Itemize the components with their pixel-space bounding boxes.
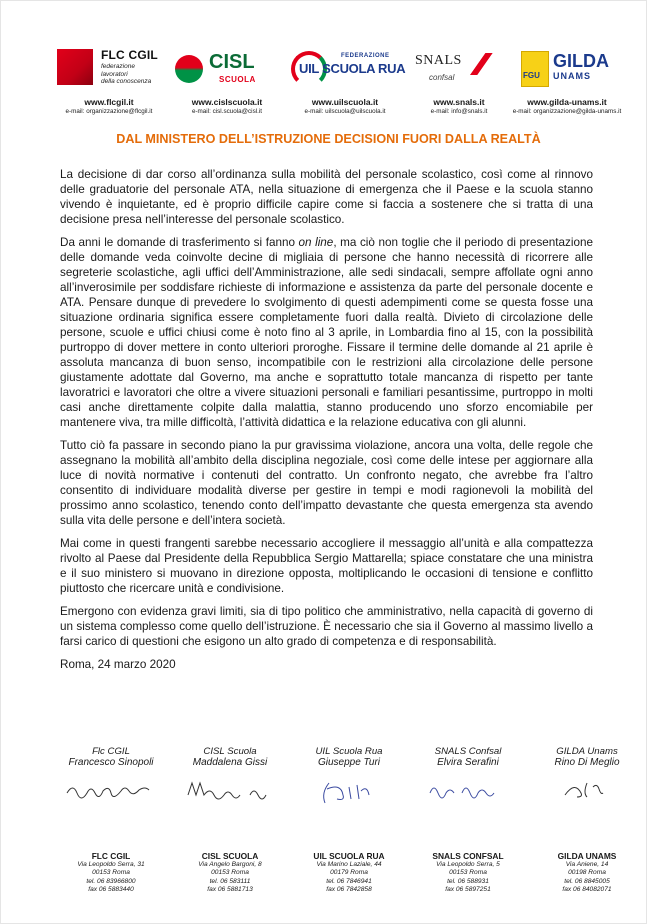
signatory-name: Rino Di Meglio xyxy=(554,757,620,768)
uil-email-link[interactable]: e-mail: uilscuola@uilscuola.it xyxy=(304,108,386,115)
footer-fax: fax 06 5897251 xyxy=(445,886,491,894)
footer-snals xyxy=(408,851,528,895)
document-body xyxy=(60,167,593,680)
signatory-flc xyxy=(51,746,171,801)
footer-address: Via Leopoldo Serra, 31 xyxy=(77,861,145,868)
document-date: Roma, 24 marzo 2020 xyxy=(60,658,176,671)
signatory-role: UIL Scuola Rua xyxy=(315,746,383,757)
snals-confsal-logo xyxy=(401,45,517,93)
flc-logo-subtitle: federazione lavoratori della conoscenza xyxy=(101,63,152,85)
signatory-name: Maddalena Gissi xyxy=(192,757,268,768)
paragraph-5: Emergono con evidenza gravi limiti, sia di tipo politico che amministrativo, nella capacità di governo di un sistema complesso come quello dell’istruzione. È necessario che sia il Governo al massimo livello a farsi carico di questioni che esigono un alto grado di competenza e di responsabilità. xyxy=(60,605,593,648)
flc-email-link[interactable]: e-mail: organizzazione@flcgil.it xyxy=(65,108,153,115)
handwritten-signature-icon xyxy=(61,779,161,801)
cisl-email-link[interactable]: e-mail: cisl.scuola@cisl.it xyxy=(191,108,263,115)
signatory-snals xyxy=(408,746,528,801)
signatory-cisl xyxy=(170,746,290,801)
flc-logo-name: FLC CGIL xyxy=(101,48,158,62)
footer-city: 00198 Roma xyxy=(568,869,606,877)
gilda-logo-name: GILDA xyxy=(553,51,609,71)
snals-logo-name: SNALS xyxy=(415,53,462,68)
gilda-website-link[interactable]: www.gilda-unams.it xyxy=(527,97,607,107)
snals-red-mark-icon xyxy=(467,53,497,75)
uil-website-link[interactable]: www.uilscuola.it xyxy=(311,97,379,107)
footer-org-name: FLC CGIL xyxy=(91,851,131,861)
cisl-website-link[interactable]: www.cislscuola.it xyxy=(191,97,263,107)
uil-scuola-rua-logo xyxy=(287,45,406,93)
handwritten-signature-icon xyxy=(537,779,637,801)
signatures-section xyxy=(51,746,626,816)
signatory-name: Elvira Serafini xyxy=(437,757,499,768)
footer-address: Via Aniene, 14 xyxy=(565,861,609,868)
flc-cgil-logo xyxy=(51,45,167,93)
gilda-fgu-label: FGU xyxy=(523,71,540,80)
uil-logo-name: UIL SCUOLA RUA xyxy=(299,61,406,76)
union-logos-header xyxy=(51,45,626,117)
footer-phone: tel. 06 8845005 xyxy=(564,877,610,885)
document-title: DAL MINISTERO DELL’ISTRUZIONE DECISIONI FUORI DALLA REALTÀ xyxy=(116,132,541,146)
org-uil-scuola-rua xyxy=(287,45,406,115)
signatory-name: Giuseppe Turi xyxy=(317,757,381,768)
footer-address: Via Leopoldo Serra, 5 xyxy=(436,861,500,868)
footer-gilda xyxy=(527,851,647,895)
handwritten-signature-icon xyxy=(418,779,518,801)
footer-fax: fax 06 84082071 xyxy=(562,886,612,894)
footer-city: 00153 Roma xyxy=(92,869,130,877)
signatory-gilda xyxy=(527,746,647,801)
footer-cisl xyxy=(170,851,290,895)
uil-logo-federazione: FEDERAZIONE xyxy=(341,53,390,59)
signatory-uil xyxy=(289,746,409,805)
footer-uil xyxy=(289,851,409,895)
footer-org-name: SNALS CONFSAL xyxy=(432,851,504,861)
footer-org-name: CISL SCUOLA xyxy=(201,851,259,861)
org-gilda-unams xyxy=(509,45,625,115)
paragraph-1: La decisione di dar corso all’ordinanza sulla mobilità del personale scolastico, così come al rinnovo delle graduatorie del personale ATA, nella situazione di emergenza che il Paese e la scuola stanno vivendo è inquietante, ed è proprio difficile capire come si faccia a sostenere che si tratta di una decisione presa nell’interesse del personale scolastico. xyxy=(60,168,593,226)
footer-addresses xyxy=(51,851,626,911)
handwritten-signature-icon xyxy=(180,779,280,801)
snals-email-link[interactable]: e-mail: info@snals.it xyxy=(430,108,488,115)
gilda-email-link[interactable]: e-mail: organizzazione@gilda-unams.it xyxy=(512,108,622,115)
paragraph-3: Tutto ciò fa passare in secondo piano la pur gravissima violazione, ancora una volta, delle regole che assegnano la mobilità all’ambito della disciplina negoziale, così come delle intese per aggiornare alla luce di novità normative i contenuti del contratto. Un confronto negato, che avrebbe fra l’altro consentito di individuare modalità diverse per gestire in tempi e modi ragionevoli la mobilità del prossimo anno scolastico, tenendo conto dell’impatto devastante che questa emergenza sta avendo sulla vita delle persone e dell’intera società. xyxy=(60,439,593,527)
snals-website-link[interactable]: www.snals.it xyxy=(433,97,485,107)
footer-city: 00153 Roma xyxy=(449,869,487,877)
cisl-circle-icon xyxy=(175,55,203,83)
footer-address: Via Marino Laziale, 44 xyxy=(316,861,382,868)
signatory-role: Flc CGIL xyxy=(92,746,130,757)
org-cisl-scuola xyxy=(169,45,285,115)
footer-city: 00153 Roma xyxy=(211,869,249,877)
org-flc-cgil xyxy=(51,45,167,115)
org-snals-confsal xyxy=(401,45,517,115)
gilda-unams-logo xyxy=(509,45,625,93)
footer-fax: fax 06 5883440 xyxy=(88,886,134,894)
footer-phone: tel. 06 7846941 xyxy=(326,877,372,885)
handwritten-signature-icon xyxy=(299,779,399,805)
footer-flc xyxy=(51,851,171,895)
footer-org-name: UIL SCUOLA RUA xyxy=(313,851,385,861)
snals-logo-subtitle: confsal xyxy=(429,73,455,82)
footer-city: 00179 Roma xyxy=(330,869,368,877)
signatory-role: SNALS Confsal xyxy=(434,746,502,757)
footer-phone: tel. 06 583111 xyxy=(209,877,251,885)
cisl-logo-name: CISL xyxy=(209,51,255,73)
footer-address: Via Angelo Bargoni, 8 xyxy=(198,861,262,868)
footer-org-name: GILDA UNAMS xyxy=(557,851,617,861)
paragraph-4: Mai come in questi frangenti sarebbe necessario accogliere il messaggio all’unità e alla compattezza rivolto al Paese dal Presidente della Repubblica Sergio Mattarella; spiace constatare che una ministra e il suo ministero si muovano in direzione opposta, moltiplicando le occasioni di tensione e conflitto piuttosto che ricercare unità e condivisione. xyxy=(60,537,593,595)
signatory-role: CISL Scuola xyxy=(203,746,257,757)
cisl-scuola-logo xyxy=(169,45,285,93)
footer-phone: tel. 06 83966800 xyxy=(86,877,136,885)
footer-fax: fax 06 5881713 xyxy=(207,886,253,894)
footer-phone: tel. 06 588931 xyxy=(447,877,489,885)
gilda-yellow-box-icon xyxy=(521,51,549,87)
footer-fax: fax 06 7842858 xyxy=(326,886,372,894)
flc-website-link[interactable]: www.flcgil.it xyxy=(84,97,134,107)
signatory-name: Francesco Sinopoli xyxy=(68,757,154,768)
signatory-role: GILDA Unams xyxy=(556,746,618,757)
gilda-logo-subtitle: UNAMS xyxy=(553,71,591,81)
flc-red-square-icon xyxy=(57,49,93,85)
online-emphasis: on line xyxy=(298,236,334,249)
cisl-logo-subtitle: SCUOLA xyxy=(219,75,256,84)
paragraph-2: Da anni le domande di trasferimento si fanno on line, ma ciò non toglie che il periodo di presentazione delle domande veda coinvolte decine di migliaia di persone che hanno necessità di ricorrere alle segreterie scolastiche, agli uffici dell’Amministrazione, alle sedi sindacali, sempre affollate ogni anno all’inverosimile per soddisfare richieste di informazione e assistenza da parte del personale docente e ATA. Pensare dunque di prevedere lo svolgimento di questi adempimenti come se questa fosse una situazione ordinaria significa essere completamente fuori dalla realtà. Divieto di circolazione delle persone, scuole e uffici chiusi come è noto fino al 3 aprile, in Lombardia fino al 15, con la possibilità purtroppo di dover mettere in conto ulteriori proroghe. Fissare il termine delle domande al 21 aprile è assoluta mancanza di buon senso, incompatibile con le restrizioni alla circolazione delle persone giustamente adottate dal Governo, ma anche e soprattutto totale mancanza di rispetto per tante lavoratrici e lavoratori che oltre a vivere situazioni personali e familiari pesantissime, purtroppo in molti casi anche direttamente colpite dalla malattia, stanno producendo uno sforzo encomiabile per mantenere viva, tra mille difficoltà, l’attività didattica e la relazione educativa con gli alunni. xyxy=(60,236,593,429)
